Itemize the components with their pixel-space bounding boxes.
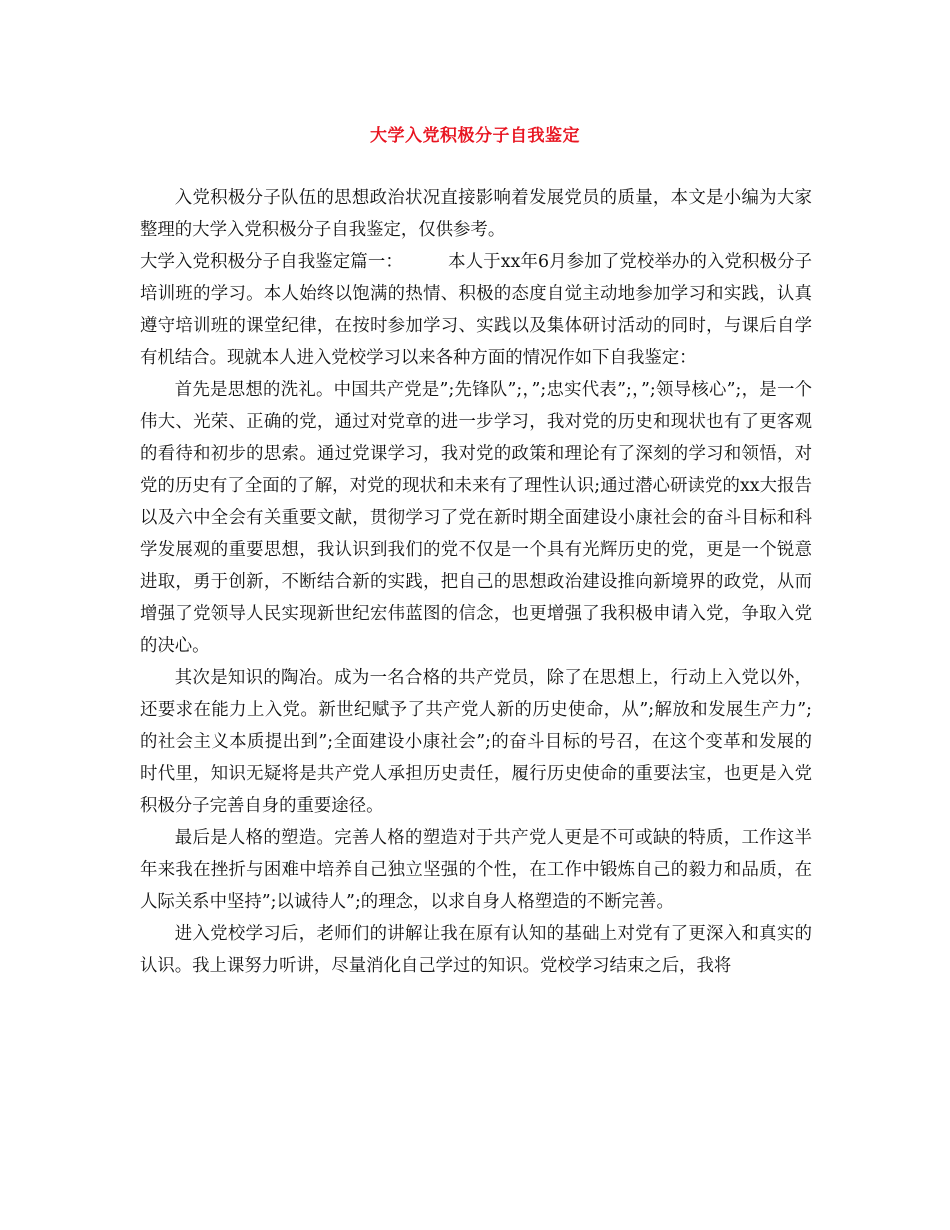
paragraph-intro: 入党积极分子队伍的思想政治状况直接影响着发展党员的质量，本文是小编为大家整理的大学入党积极分子自我鉴定，仅供参考。 — [140, 188, 812, 240]
paragraph-study: 进入党校学习后，老师们的讲解让我在原有认知的基础上对党有了更深入和真实的认识。我上课努力听讲，尽量消化自己学过的知识。党校学习结束之后，我将 — [140, 924, 812, 976]
paragraph-section-one: 大学入党积极分子自我鉴定篇一： 本人于xx年6月参加了党校举办的入党积极分子培训班的学习。本人始终以饱满的热情、积极的态度自觉主动地参加学习和实践，认真遵守培训班的课堂纪律，在按时参加学习、实践以及集体研讨活动的同时，与课后自学有机结合。现就本人进入党校学习以来各种方面的情况作如下自我鉴定： — [140, 252, 812, 368]
paragraph-personality: 最后是人格的塑造。完善人格的塑造对于共产党人更是不可或缺的特质，工作这半年来我在挫折与困难中培养自己独立坚强的个性，在工作中锻炼自己的毅力和品质，在人际关系中坚持”;以诚待人”;的理念，以求自身人格塑造的不断完善。 — [140, 828, 812, 912]
paragraph-knowledge: 其次是知识的陶冶。成为一名合格的共产党员，除了在思想上，行动上入党以外，还要求在能力上入党。新世纪赋予了共产党人新的历史使命，从”;解放和发展生产力”;的社会主义本质提出到”;全面建设小康社会”;的奋斗目标的号召，在这个变革和发展的时代里，知识无疑将是共产党人承担历史责任，履行历史使命的重要法宝，也更是入党积极分子完善自身的重要途径。 — [140, 668, 812, 816]
document-title: 大学入党积极分子自我鉴定 — [370, 126, 580, 146]
paragraph-thought: 首先是思想的洗礼。中国共产党是”;先锋队”;，”;忠实代表”;，”;领导核心”;，是一个伟大、光荣、正确的党，通过对党章的进一步学习，我对党的历史和现状也有了更客观的看待和初步的思索。通过党课学习，我对党的政策和理论有了深刻的学习和领悟，对党的历史有了全面的了解，对党的现状和未来有了理性认识;通过潜心研读党的xx大报告以及六中全会有关重要文献，贯彻学习了党在新时期全面建设小康社会的奋斗目标和科学发展观的重要思想，我认识到我们的党不仅是一个具有光辉历史的党，更是一个锐意进取，勇于创新，不断结合新的实践，把自己的思想政治建设推向新境界的政党，从而增强了党领导人民实现新世纪宏伟蓝图的信念，也更增强了我积极申请入党，争取入党的决心。 — [140, 380, 812, 656]
document-body — [140, 182, 812, 982]
